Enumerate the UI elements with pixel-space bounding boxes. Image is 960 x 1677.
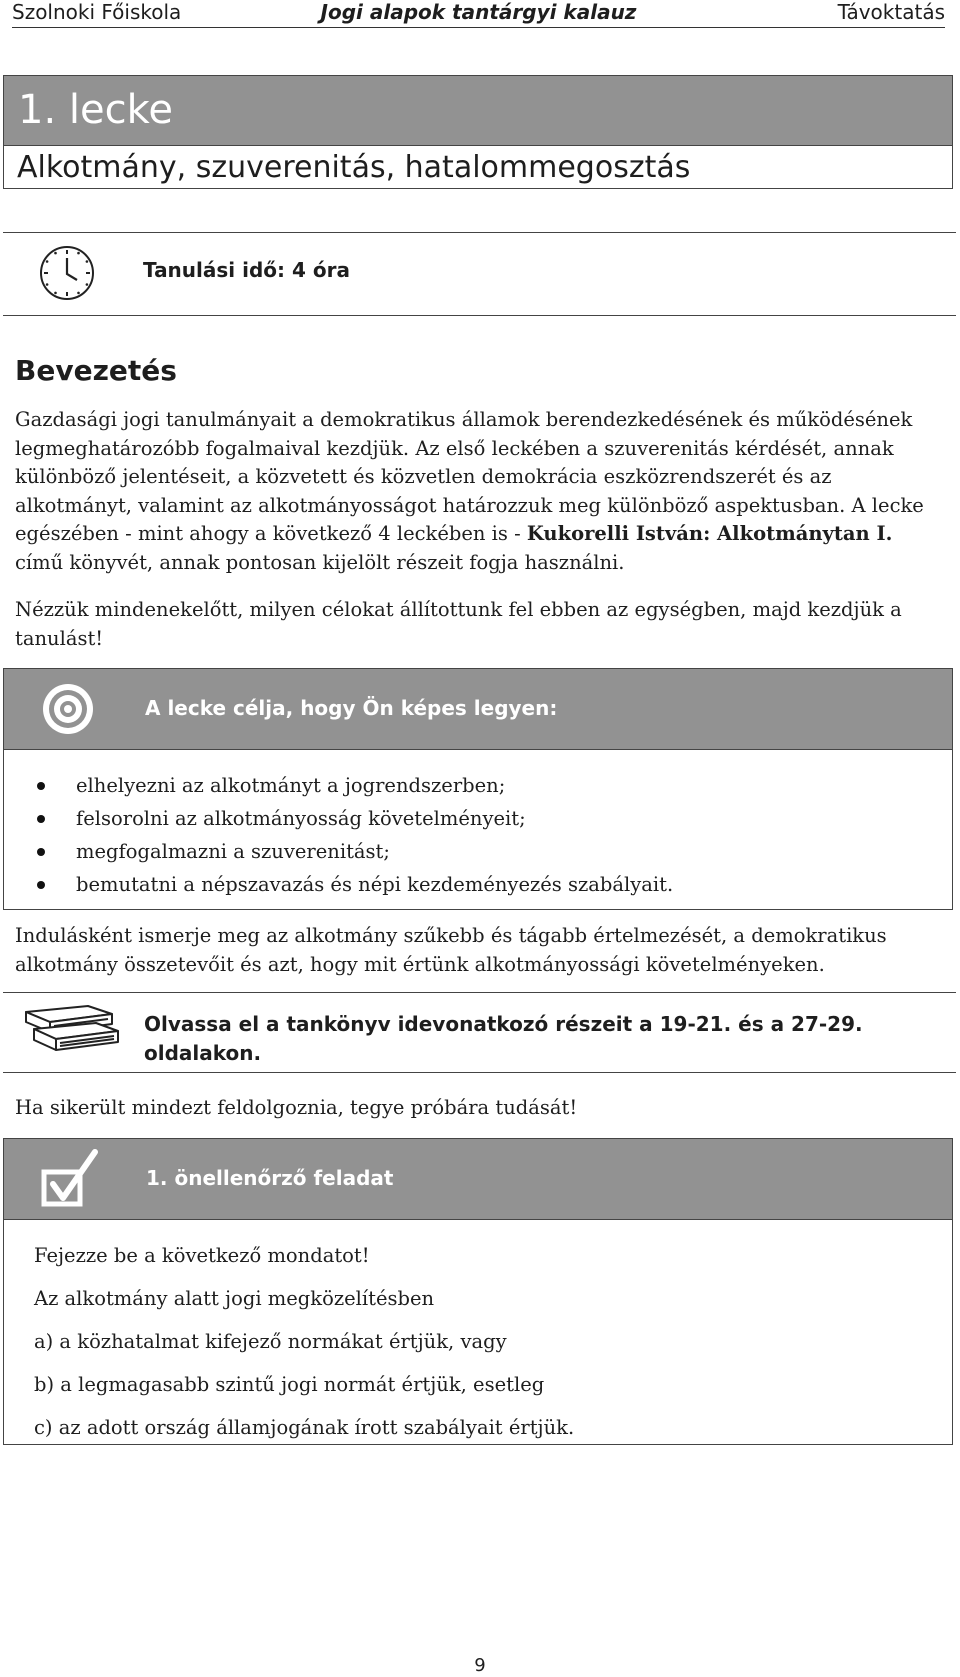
page-number: 9 (474, 1655, 486, 1676)
header-course-title: Jogi alapok tantárgyi kalauz (320, 0, 637, 24)
goals-box (3, 668, 953, 910)
section-heading-intro: Bevezetés (15, 354, 177, 387)
bullet-icon (37, 782, 45, 790)
goals-title: A lecke célja, hogy Ön képes legyen: (145, 696, 558, 720)
list-item-text: elhelyezni az alkotmányt a jogrendszerben; (76, 774, 506, 797)
self-check-instruction: Fejezze be a következő mondatot! (34, 1244, 370, 1267)
divider (3, 992, 956, 993)
list-item (4, 835, 952, 868)
book-reference: Kukorelli István: Alkotmánytan I. (526, 522, 893, 545)
page-header (12, 0, 945, 28)
answer-option-b: b) a legmagasabb szintű jogi normát értjük, esetleg (34, 1373, 545, 1396)
intro-paragraph (15, 406, 935, 577)
goals-header (4, 669, 952, 750)
header-mode: Távoktatás (837, 0, 945, 24)
book-stack-icon (20, 1002, 120, 1060)
after-read-text: Ha sikerült mindezt feldolgoznia, tegye próbára tudását! (15, 1096, 578, 1119)
list-item (4, 868, 952, 901)
after-read-paragraph (15, 1094, 935, 1123)
intro-text-part-1: Gazdasági jogi tanulmányait a demokratikus államok berendezkedésének és működésének legmeghatározóbb fogalmaival kezdjük. Az első leckében a szuverenitás kérdését, annak különböző jelentéseit, a közvetett és közvetlen demokrácia eszközrendszerét és az alkotmányt, valamint az alkotmányosságot határozzuk meg különböző aspektusban. A lecke egészében - mint ahogy a következő 4 leckében is - (15, 408, 924, 545)
self-check-header (4, 1139, 952, 1220)
header-institution: Szolnoki Főiskola (12, 0, 182, 24)
divider (3, 232, 956, 233)
list-item-text: felsorolni az alkotmányosság követelményeit; (76, 807, 526, 830)
read-instruction: Olvassa el a tankönyv idevonatkozó részeit a 19-21. és a 27-29. oldalakon. (144, 1012, 863, 1065)
bullet-icon (37, 815, 45, 823)
answer-option-c: c) az adott ország államjogának írott szabályait értjük. (34, 1416, 575, 1439)
lesson-title-box (3, 75, 953, 189)
self-check-box (3, 1138, 953, 1445)
intro-text-goals-lead: Nézzük mindenekelőtt, milyen célokat állítottunk fel ebben az egységben, majd kezdjük a tanulást! (15, 598, 902, 650)
learning-time: Tanulási idő: 4 óra (143, 258, 350, 282)
lesson-number: 1. lecke (4, 76, 952, 145)
self-check-question: Az alkotmány alatt jogi megközelítésben (34, 1287, 435, 1310)
clock-icon (38, 244, 96, 302)
list-item (4, 769, 952, 802)
bullet-icon (37, 881, 45, 889)
list-item (4, 802, 952, 835)
intro-paragraph-2 (15, 596, 935, 653)
start-text: Indulásként ismerje meg az alkotmány szűkebb és tágabb értelmezését, a demokratikus alkotmány összetevőit és azt, hogy mit értünk alkotmányossági követelményeken. (15, 924, 887, 976)
target-icon (40, 681, 96, 737)
answer-option-a: a) a közhatalmat kifejező normákat értjük, vagy (34, 1330, 507, 1353)
divider (3, 1072, 956, 1073)
intro-text-part-2: című könyvét, annak pontosan kijelölt részeit fogja használni. (15, 550, 625, 574)
lesson-title: Alkotmány, szuverenitás, hatalommegosztás (4, 145, 952, 191)
goals-list (4, 769, 952, 901)
self-check-content (34, 1234, 934, 1449)
list-item-text: megfogalmazni a szuverenitást; (76, 840, 390, 863)
list-item-text: bemutatni a népszavazás és népi kezdeményezés szabályait. (76, 873, 674, 896)
checkbox-checked-icon (39, 1148, 101, 1210)
divider (3, 315, 956, 316)
self-check-title: 1. önellenőrző feladat (146, 1166, 394, 1190)
start-paragraph (15, 922, 935, 979)
bullet-icon (37, 848, 45, 856)
